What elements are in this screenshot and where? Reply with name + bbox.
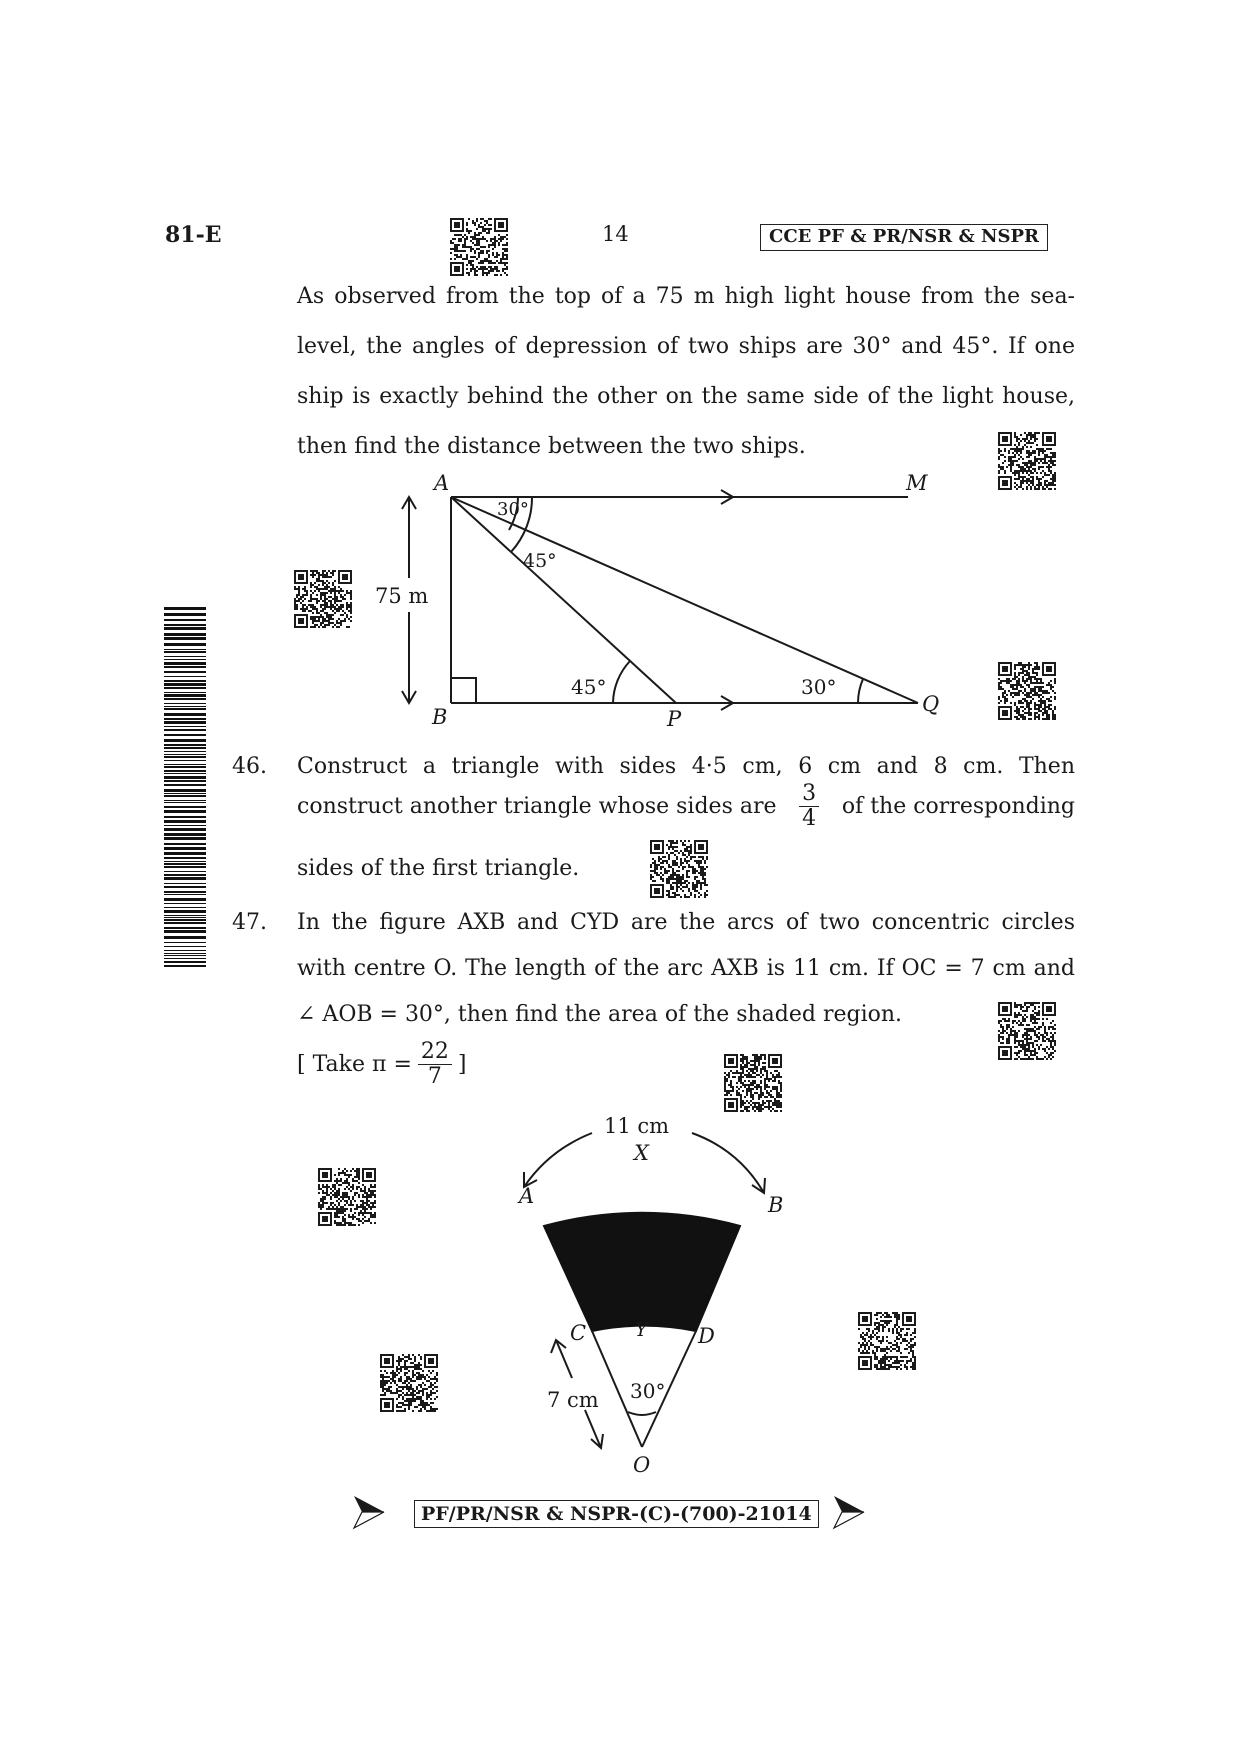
- angle-label: 45°: [571, 675, 607, 699]
- label-x: X: [634, 1141, 649, 1165]
- paper-code: 81-E: [165, 222, 222, 248]
- text-line: As observed from the top of a 75 m high light house from the sea-: [297, 284, 1075, 309]
- label-b: B: [768, 1193, 784, 1217]
- angle-label: 30°: [497, 499, 529, 520]
- text-line: then find the distance between the two ships.: [297, 434, 806, 459]
- footer-code-box: PF/PR/NSR & NSPR-(C)-(700)-21014: [414, 1500, 819, 1528]
- arc-length-arrow: [692, 1133, 764, 1193]
- label-c: C: [570, 1321, 587, 1345]
- fraction-denominator: 7: [427, 1064, 442, 1089]
- exam-code-box: CCE PF & PR/NSR & NSPR: [760, 224, 1048, 251]
- label-a: A: [519, 1184, 535, 1208]
- label-o: O: [633, 1453, 651, 1477]
- label-d: D: [698, 1324, 715, 1348]
- arrow-pointer-icon: [832, 1494, 866, 1530]
- arc-length-label: 11 cm: [604, 1114, 670, 1138]
- question-number: 47.: [232, 910, 267, 935]
- fraction-denominator: 4: [802, 806, 817, 831]
- question-47-line: ∠ AOB = 30°, then find the area of the shaded region.: [297, 1002, 903, 1027]
- text-fragment: of the corresponding: [841, 794, 1075, 819]
- label-a: A: [434, 471, 450, 495]
- question-46-line: sides of the first triangle.: [297, 856, 580, 881]
- angle-label: 45°: [523, 550, 557, 572]
- arc-length-arrow: [524, 1133, 592, 1187]
- label-p: P: [667, 707, 682, 731]
- label-m: M: [906, 471, 928, 495]
- question-46-line: Construct a triangle with sides 4·5 cm, 6 cm and 8 cm. Then: [297, 754, 1075, 779]
- fraction-numerator: 3: [799, 782, 819, 807]
- text-fragment: construct another triangle whose sides are: [297, 794, 777, 819]
- fraction-numerator: 22: [418, 1040, 452, 1065]
- text-line: level, the angles of depression of two ships are 30° and 45°. If one: [297, 334, 1075, 359]
- height-label: 75 m: [375, 584, 429, 608]
- page-number: 14: [602, 222, 629, 246]
- label-q: Q: [922, 692, 940, 716]
- text-fragment: ]: [457, 1052, 467, 1077]
- arrow-pointer-icon: [352, 1494, 386, 1530]
- text-line: ship is exactly behind the other on the same side of the light house,: [297, 384, 1075, 409]
- text-fragment: [ Take π =: [297, 1052, 412, 1077]
- question-47-line: with centre O. The length of the arc AXB is 11 cm. If OC = 7 cm and: [297, 956, 1075, 981]
- radius-label: 7 cm: [547, 1388, 599, 1412]
- angle-label: 30°: [630, 1379, 666, 1403]
- angle-arc: [628, 1412, 656, 1415]
- question-number: 46.: [232, 754, 267, 779]
- label-b: B: [432, 705, 448, 729]
- label-y: Y: [635, 1319, 648, 1341]
- radius-arrow: [585, 1410, 601, 1448]
- shaded-region: [544, 1213, 740, 1331]
- angle-label: 30°: [801, 675, 837, 699]
- question-47-line: In the figure AXB and CYD are the arcs of two concentric circles: [297, 910, 1075, 935]
